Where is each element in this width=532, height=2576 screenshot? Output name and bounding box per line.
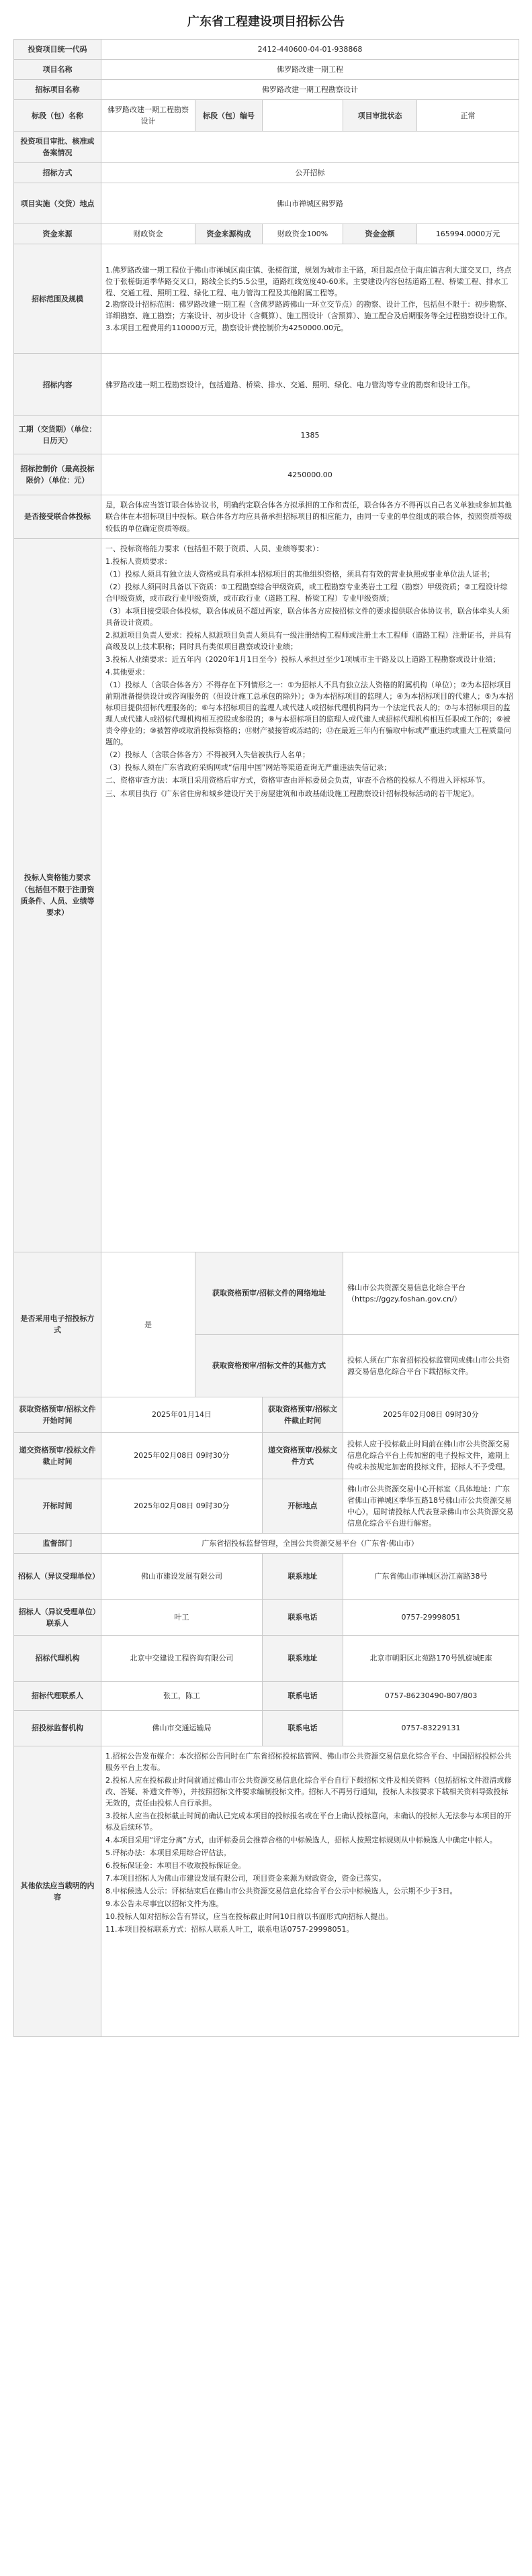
label-tenderer: 招标人（异议受理单位） — [14, 1553, 101, 1599]
value-doc-start: 2025年01月14日 — [101, 1397, 263, 1432]
row-agency-contact — [14, 1681, 519, 1710]
tender-info-table — [13, 39, 519, 2037]
paragraph: 2.投标人应在投标截止时间前通过佛山市公共资源交易信息化综合平台自行下载招标文件及相关资料（包括招标文件澄清或修改、答疑、补遗文件等），并按照招标文件要求编制投标文件。招标人不再另行通知，投标人未按要求下载相关资料导致投标无效的，责任由投标人自行承担。 — [105, 1775, 512, 1807]
qualification-list — [105, 543, 515, 799]
paragraph: 1.招标公告发布媒介：本次招标公告同时在广东省招标投标监管网、佛山市公共资源交易信息化综合平台、中国招标投标公共服务平台上发布。 — [105, 1751, 512, 1772]
row-tender-project-name — [14, 80, 519, 100]
label-address: 项目实施（交货）地点 — [14, 183, 101, 224]
paragraph: 11.本项目投标联系方式：招标人联系人叶工，联系电话0757-29998051。 — [105, 1925, 354, 1934]
value-tenderer: 佛山市建设发展有限公司 — [101, 1553, 263, 1599]
label-approval-status: 项目审批状态 — [343, 100, 417, 132]
value-approval-info — [101, 132, 519, 163]
row-e-tender — [14, 1252, 519, 1334]
row-project-code — [14, 40, 519, 60]
row-control-price — [14, 454, 519, 495]
paragraph: 3.投标人应当在投标截止时间前确认已完成本项目的投标报名或在平台上确认投标意向，未确认的投标人无法参与本项目的开标及后续环节。 — [105, 1812, 512, 1832]
label-project-name: 项目名称 — [14, 60, 101, 80]
label-content: 招标内容 — [14, 354, 101, 416]
value-duration: 1385 — [101, 416, 519, 454]
label-section-name: 标段（包）名称 — [14, 100, 101, 132]
label-monitor-phone: 联系电话 — [263, 1710, 343, 1746]
row-open — [14, 1479, 519, 1533]
row-monitor — [14, 1710, 519, 1746]
label-fund-structure: 资金来源构成 — [195, 224, 263, 244]
label-open-time: 开标时间 — [14, 1479, 101, 1533]
label-project-code: 投资项目统一代码 — [14, 40, 101, 60]
label-control-price: 招标控制价（最高投标限价）（单位：元） — [14, 454, 101, 495]
paragraph: （1）投标人（含联合体各方）不得存在下列情形之一：①为招标人不具有独立法人资格的附属机构（单位）；②为本招标项目前期准备提供设计或咨询服务的（但设计施工总承包的除外）；③为本招标项目的监理人；④为本招标项目的代建人；⑤为本招标项目提供招标代理服务的；⑥与本招标项目的监理人或代建人或招标代理机构同为一个法定代表人的；⑦与本招标项目的监理人或代建人或招标代理机构相互控股或参股的；⑧与本招标项目的监理人或代建人或招标代理机构相互任职或工作的；⑨被责令停业的；⑩被暂停或取消投标资格的；⑪财产被接管或冻结的；⑫在最近三年内有骗取中标或严重违约或重大工程质量问题的。 — [105, 681, 514, 747]
value-section-name: 佛罗路改建一期工程勘察设计 — [101, 100, 195, 132]
row-agency — [14, 1635, 519, 1681]
value-monitor: 佛山市交通运输局 — [101, 1710, 263, 1746]
value-qualification — [101, 538, 519, 1252]
value-project-name: 佛罗路改建一期工程 — [101, 60, 519, 80]
value-control-price: 4250000.00 — [101, 454, 519, 495]
label-tenderer-address: 联系地址 — [263, 1553, 343, 1599]
paragraph: （1）投标人须具有独立法人资格或具有承担本招标项目的其他组织资格，须具有有效的营业执照或事业单位法人证书； — [105, 569, 494, 579]
paragraph: 2.拟派项目负责人要求：投标人拟派项目负责人须具有一级注册结构工程师或注册土木工程师（道路工程）注册证书，并具有高级及以上技术职称；同时具有类似项目勘察或设计业绩； — [105, 630, 512, 651]
label-doc-start: 获取资格预审/招标文件开始时间 — [14, 1397, 101, 1432]
paragraph: （3）投标人须在广东省政府采购网或“信用中国”网站等渠道查询无严重违法失信记录； — [105, 763, 392, 773]
label-open-place: 开标地点 — [263, 1479, 343, 1533]
paragraph: （3）本项目接受联合体投标，联合体成员不超过两家，联合体各方应按招标文件的要求提供联合体协议书，联合体牵头人须具备设计资质。 — [105, 606, 509, 627]
label-doc-location: 获取资格预审/招标文件的其他方式 — [195, 1334, 343, 1397]
label-monitor: 招投标监督机构 — [14, 1710, 101, 1746]
label-scope: 招标范围及规模 — [14, 244, 101, 354]
label-tender-method: 招标方式 — [14, 163, 101, 183]
value-fund-structure: 财政资金100% — [263, 224, 343, 244]
label-doc-end: 获取资格预审/招标文件截止时间 — [263, 1397, 343, 1432]
paragraph: 三、本项目执行《广东省住房和城乡建设厅关于房屋建筑和市政基础设施工程勘察设计招标投标活动的若干规定》。 — [105, 789, 479, 798]
value-doc-end: 2025年02月08日 09时30分 — [343, 1397, 519, 1432]
row-section — [14, 100, 519, 132]
value-tender-project-name: 佛罗路改建一期工程勘察设计 — [101, 80, 519, 100]
value-tenderer-phone: 0757-29998051 — [343, 1599, 519, 1635]
value-tender-method: 公开招标 — [101, 163, 519, 183]
paragraph: （2）投标人须同时具备以下资质：①工程勘察综合甲级资质，或工程勘察专业类岩土工程（勘察）甲级资质；②工程设计综合甲级资质，或市政行业甲级资质，或市政行业（道路工程、桥梁工程）专业甲级资质； — [105, 582, 508, 603]
label-consortium: 是否接受联合体投标 — [14, 495, 101, 538]
value-monitor-phone: 0757-83229131 — [343, 1710, 519, 1746]
label-tenderer-phone: 联系电话 — [263, 1599, 343, 1635]
paragraph: 9.本公告未尽事宜以招标文件为准。 — [105, 1899, 224, 1909]
value-agency: 北京中交建设工程咨询有限公司 — [101, 1635, 263, 1681]
paragraph: 1.投标人资质要求： — [105, 556, 172, 566]
row-scope — [14, 244, 519, 354]
paragraph: 7.本项目招标人为佛山市建设发展有限公司，项目资金来源为财政资金，资金已落实。 — [105, 1874, 386, 1883]
row-qualification — [14, 538, 519, 1252]
row-duration — [14, 416, 519, 454]
value-agency-contact: 张工，陈工 — [101, 1681, 263, 1710]
value-agency-address: 北京市朝阳区北苑路170号凯旋城E座 — [343, 1635, 519, 1681]
row-content — [14, 354, 519, 416]
row-submit — [14, 1432, 519, 1479]
paragraph: 10.投标人如对招标公告有异议，应当在投标截止时间10日前以书面形式向招标人提出。 — [105, 1912, 393, 1922]
value-submit-deadline: 2025年02月08日 09时30分 — [101, 1432, 263, 1479]
value-doc-download[interactable]: 佛山市公共资源交易信息化综合平台（https://ggzy.foshan.gov.cn/） — [343, 1252, 519, 1334]
label-doc-download: 获取资格预审/招标文件的网络地址 — [195, 1252, 343, 1334]
row-tender-method — [14, 163, 519, 183]
row-notes — [14, 1746, 519, 2036]
label-agency: 招标代理机构 — [14, 1635, 101, 1681]
label-agency-contact: 招标代理联系人 — [14, 1681, 101, 1710]
row-supervision — [14, 1533, 519, 1553]
page-title: 广东省工程建设项目招标公告 — [187, 15, 345, 29]
label-submit-method: 递交资格预审/投标文件方式 — [263, 1432, 343, 1479]
value-tenderer-contact: 叶工 — [101, 1599, 263, 1635]
value-content: 佛罗路改建一期工程勘察设计，包括道路、桥梁、排水、交通、照明、绿化、电力管沟等专业的勘察和设计工作。 — [101, 354, 519, 416]
label-duration: 工期（交货期）（单位：日历天） — [14, 416, 101, 454]
paragraph: 4.本项目采用“评定分离”方式，由评标委员会推荐合格的中标候选人，招标人按照定标规则从中标候选人中确定中标人。 — [105, 1836, 497, 1845]
row-project-name — [14, 60, 519, 80]
notes-list — [105, 1750, 515, 1936]
value-supervision: 广东省招投标监督管理，全国公共资源交易平台（广东省·佛山市） — [101, 1533, 519, 1553]
row-address — [14, 183, 519, 224]
paragraph: 3.投标人业绩要求：近五年内（2020年1月1日至今）投标人承担过至少1项城市主干路及以上道路工程勘察或设计业绩； — [105, 654, 500, 664]
value-approval-status: 正常 — [417, 100, 519, 132]
value-address: 佛山市禅城区佛罗路 — [101, 183, 519, 224]
label-section-code: 标段（包）编号 — [195, 100, 263, 132]
value-doc-location: 投标人须在广东省招标投标监管网或佛山市公共资源交易信息化综合平台下载招标文件。 — [343, 1334, 519, 1397]
label-agency-phone: 联系电话 — [263, 1681, 343, 1710]
paragraph: 二、资格审查方法：本项目采用资格后审方式，资格审查由评标委员会负责，审查不合格的投标人不得进入评标环节。 — [105, 776, 490, 785]
paragraph: 4.其他要求： — [105, 668, 150, 677]
value-scope: 1.佛罗路改建一期工程位于佛山市禅城区南庄镇、张槎街道，规划为城市主干路，项目起点位于南庄镇吉利大道交叉口，终点位于张槎街道季华路交叉口，路线全长约5.5公里，道路红线宽度40-60米。主要建设内容包括道路工程、桥梁工程、排水工程、交通工程、照明工程、绿化工程、电力管沟工程及其他附属工程等。 2.勘察设计招标范围：佛罗路改建一期工程（含佛罗路跨佛山一环立交节点）的勘察、设计工作，包括但不限于：初步勘察、详细勘察、施工勘察；方案设计、初步设计（含概算）、施工图设计（含预算）、施工配合及后期服务等全过程勘察设计工作。 3.本项目工程费用约110000万元，勘察设计费控制价为4250000.00元。 — [101, 244, 519, 354]
value-project-code: 2412-440600-04-01-938868 — [101, 40, 519, 60]
row-fund — [14, 224, 519, 244]
page-bottom-spacer — [13, 2037, 519, 2050]
label-fund-source: 资金来源 — [14, 224, 101, 244]
label-investment: 资金金额 — [343, 224, 417, 244]
value-agency-phone: 0757-86230490-807/803 — [343, 1681, 519, 1710]
value-notes — [101, 1746, 519, 2036]
value-section-code — [263, 100, 343, 132]
row-tenderer — [14, 1553, 519, 1599]
label-approval-info: 投资项目审批、核准或备案情况 — [14, 132, 101, 163]
value-consortium: 是，联合体应当签订联合体协议书，明确约定联合体各方拟承担的工作和责任，联合体各方不得再以自己名义单独或参加其他联合体在本招标项目中投标。联合体各方均应具备承担招标项目的相应能力，由同一专业的单位组成的联合体，按照资质等级较低的单位确定资质等级。 — [101, 495, 519, 538]
value-open-time: 2025年02月08日 09时30分 — [101, 1479, 263, 1533]
row-consortium — [14, 495, 519, 538]
value-investment: 165994.0000万元 — [417, 224, 519, 244]
value-open-place: 佛山市公共资源交易中心开标室（具体地址：广东省佛山市禅城区季华五路18号佛山市公共资源交易中心），届时请投标人代表登录佛山市公共资源交易信息化综合平台进行解密。 — [343, 1479, 519, 1533]
value-submit-method: 投标人应于投标截止时间前在佛山市公共资源交易信息化综合平台上传加密的电子投标文件，逾期上传或未按规定加密的投标文件，招标人不予受理。 — [343, 1432, 519, 1479]
row-approval-info — [14, 132, 519, 163]
row-tenderer-contact — [14, 1599, 519, 1635]
paragraph: 一、投标资格能力要求（包括但不限于资质、人员、业绩等要求）： — [105, 544, 324, 553]
row-doc-time — [14, 1397, 519, 1432]
label-notes: 其他依法应当载明的内容 — [14, 1746, 101, 2036]
label-tenderer-contact: 招标人（异议受理单位）联系人 — [14, 1599, 101, 1635]
label-supervision: 监督部门 — [14, 1533, 101, 1553]
paragraph: 6.投标保证金：本项目不收取投标保证金。 — [105, 1861, 246, 1871]
value-fund-source: 财政资金 — [101, 224, 195, 244]
label-tender-project-name: 招标项目名称 — [14, 80, 101, 100]
notice-page — [13, 0, 519, 2050]
value-e-tender: 是 — [101, 1252, 195, 1397]
label-e-tender: 是否采用电子招投标方式 — [14, 1252, 101, 1397]
paragraph: 8.中标候选人公示：评标结束后在佛山市公共资源交易信息化综合平台公示中标候选人，公示期不少于3日。 — [105, 1887, 457, 1896]
label-agency-address: 联系地址 — [263, 1635, 343, 1681]
label-qualification: 投标人资格能力要求（包括但不限于注册资质条件、人员、业绩等要求） — [14, 538, 101, 1252]
label-submit-deadline: 递交资格预审/投标文件截止时间 — [14, 1432, 101, 1479]
paragraph: 5.评标办法：本项目采用综合评估法。 — [105, 1848, 231, 1858]
value-tenderer-address: 广东省佛山市禅城区汾江南路38号 — [343, 1553, 519, 1599]
paragraph: （2）投标人（含联合体各方）不得被列入失信被执行人名单； — [105, 750, 310, 760]
